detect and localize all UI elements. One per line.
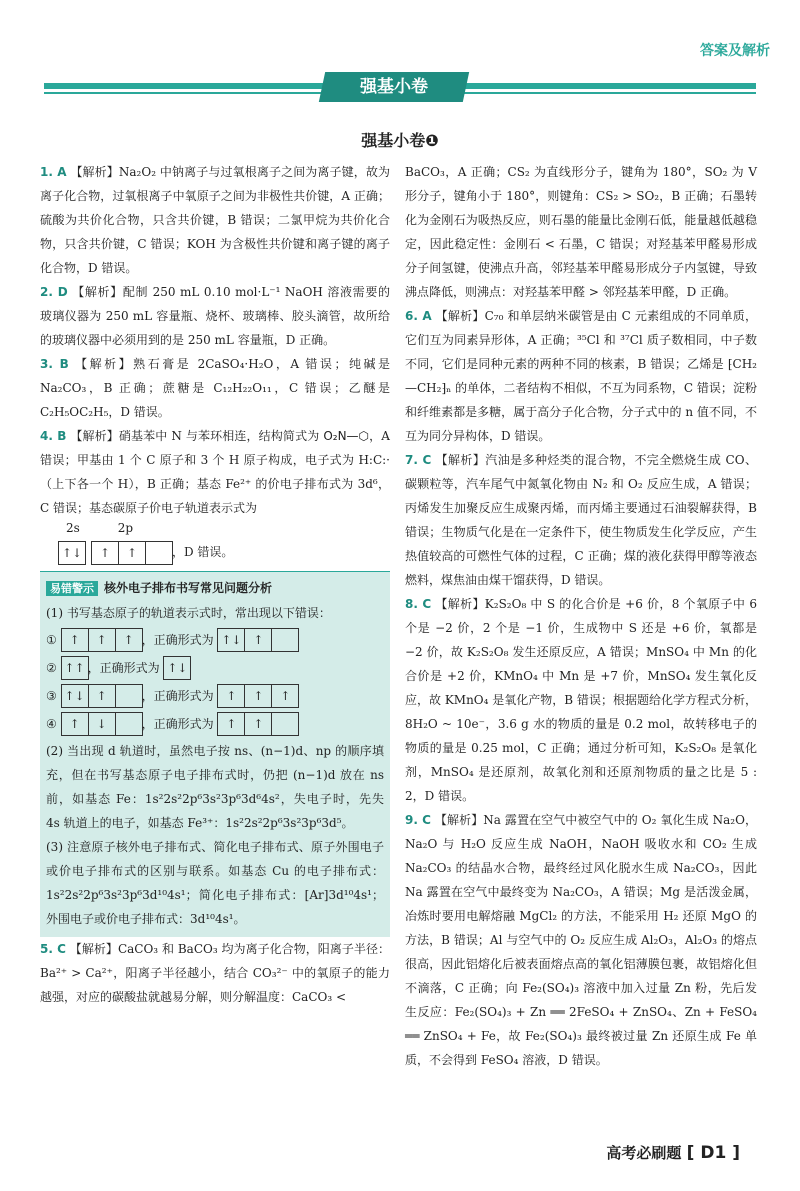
- tip-row-3: ③ ↑↓ ↑ ，正确形式为 ↑ ↑ ↑: [46, 683, 384, 709]
- answer-item-8: 8. C 【解析】K₂S₂O₈ 中 S 的化合价是 +6 价，8 个氧原子中 6 个是 −2 价，2 个是 −1 价，生成物中 S 还是 +6 价，氧都是 −2 价，故 K₂S₂O₈ 发生还原反应，A 错误；MnSO₄ 中 Mn 的化合价是 +2 价，KMnO₄ 中 Mn 是 +7 价，MnSO₄ 发生氧化反应，故 KMnO₄ 是氧化产物，B 错误；根据题给化学方程式分析，8H₂O ~ 10e⁻，3.6 g 水的物质的量是 0.2 mol，故转移电子的物质的量是 0.25 mol，C 正确；通过分析可知，K₂S₂O₈ 是氧化剂，MnSO₄ 是还原剂，故氧化剂和还原剂物质的量之比是 5 : 2，D 错误。: [405, 597, 757, 803]
- error-warning-box: 易错警示 核外电子排布书写常见问题分析 (1) 书写基态原子的轨道表示式时，常出现以下错误： ① ↑ ↑ ↑ ，正确形式为 ↑↓ ↑ ② ↑↑ ，正确形式为 ↑↓ ③ ↑↓ ↑ ，正确形式为 ↑ ↑ ↑ ④ ↑ ↓ ，正确形式为 ↑ ↑ (2) 当出现 d 轨道时，虽然电子按 ns、(n−1)d、np 的顺序填充，但在书写基态原子电子排布式时，仍把 (n−1)d 放在 ns 前，如基态 Fe：1s²2s²2p⁶3s²3p⁶3d⁶4s²，失电子时，先失 4s 轨道上的电子，如基态 Fe³⁺：1s²2s²2p⁶3s²3p⁶3d⁵。 (3) 注意原子核外电子排布式、简化电子排布式、原子外围电子或价电子排布式的区别与联系。如基态 Cu 的电子排布式：1s²2s²2p⁶3s²3p⁶3d¹⁰4s¹；简化电子排布式：[Ar]3d¹⁰4s¹；外围电子或价电子排布式：3d¹⁰4s¹。: [40, 571, 390, 937]
- answer-item-2: 2. D 【解析】配制 250 mL 0.10 mol·L⁻¹ NaOH 溶液需要的玻璃仪器为 250 mL 容量瓶、烧杯、玻璃棒、胶头滴管，故所给的玻璃仪器中必须用到的是 250 mL 容量瓶，D 正确。: [40, 285, 390, 347]
- page-number: [ D1 ]: [686, 1143, 740, 1163]
- nitrobenzene-structure: O₂N—⬡: [323, 429, 370, 443]
- page-title: 强基小卷❶: [361, 131, 439, 150]
- answer-item-6: 6. A 【解析】C₇₀ 和单层纳米碳管是由 C 元素组成的不同单质，它们互为同素异形体，A 正确；³⁵Cl 和 ³⁷Cl 质子数相同，中子数不同，它们是同种元素的两种不同的核素，B 错误；乙烯是 ⁅CH₂—CH₂⁆ₙ 的单体，二者结构不相似，不互为同系物，C 错误；淀粉和纤维素都是多糖，属于高分子化合物，分子式中的 n 值不同，不互为同分异构体，D 错误。: [405, 309, 757, 443]
- tip-row-1: ① ↑ ↑ ↑ ，正确形式为 ↑↓ ↑: [46, 627, 384, 653]
- orbital-diagram: ↑↓ ↑ ↑ ，D 错误。: [58, 540, 390, 565]
- tip-row-4: ④ ↑ ↓ ，正确形式为 ↑ ↑: [46, 711, 384, 737]
- section-label: 答案及解析: [700, 43, 770, 59]
- tip-row-2: ② ↑↑ ，正确形式为 ↑↓: [46, 655, 384, 681]
- answer-item-4: 4. B 【解析】硝基苯中 N 与苯环相连，结构简式为 O₂N—⬡，A 错误；甲基由 1 个 C 原子和 3 个 H 原子构成，电子式为 H:C:·（上下各一个 H），B 正确；基态 Fe²⁺ 的价电子排布式为 3d⁶，C 错误；基态碳原子价电子轨道表示式为 2s 2p ↑↓ ↑ ↑ ，D 错误。: [40, 424, 390, 565]
- right-column: [405, 160, 757, 1072]
- answer-item-5-cont: BaCO₃，A 正确；CS₂ 为直线形分子，键角为 180°，SO₂ 为 V 形分子，键角小于 180°，则键角：CS₂ > SO₂，B 正确；石墨转化为金刚石为吸热反应，则石墨的能量比金刚石低，能量越低越稳定，因此稳定性：金刚石 < 石墨，C 错误；对羟基苯甲醛易形成分子间氢键，使沸点升高，邻羟基苯甲醛易形成分子内氢键，导致沸点降低，则沸点：对羟基苯甲醛 > 邻羟基苯甲醛，D 正确。: [405, 165, 757, 299]
- answer-item-1: 1. A 【解析】Na₂O₂ 中钠离子与过氧根离子之间为离子键，故为离子化合物，过氧根离子中氧原子之间为非极性共价键，A 正确；硫酸为共价化合物，只含共价键，B 错误；二氯甲烷为共价化合物，只含共价键，C 错误；KOH 为含极性共价键和离子键的离子化合物，D 错误。: [40, 165, 390, 275]
- answer-item-7: 7. C 【解析】汽油是多种烃类的混合物，不完全燃烧生成 CO、碳颗粒等，汽车尾气中氮氧化物由 N₂ 和 O₂ 反应生成，A 错误；丙烯发生加聚反应生成聚丙烯，而丙烯主要通过石油裂解获得，B 错误；生物质气化是在一定条件下，使生物质发生化学反应，产生热值较高的可燃性气体的过程，C 正确；煤的液化获得甲醇等液态燃料，煤焦油由煤干馏获得，D 错误。: [405, 453, 757, 587]
- answer-item-5: 5. C 【解析】CaCO₃ 和 BaCO₃ 均为离子化合物，阳离子半径：Ba²⁺ > Ca²⁺，阳离子半径越小，结合 CO₃²⁻ 中的氧原子的能力越强，对应的碳酸盐就越易分解，则分解温度：CaCO₃ <: [40, 941, 390, 1004]
- orbital-labels: 2s 2p: [66, 521, 134, 535]
- left-column: [40, 160, 390, 1009]
- page-footer: 高考必刷题 [ D1 ]: [606, 1143, 740, 1163]
- banner: 强基小卷: [319, 72, 469, 102]
- answer-item-9: 9. C 【解析】Na 露置在空气中被空气中的 O₂ 氧化生成 Na₂O，Na₂O 与 H₂O 反应生成 NaOH，NaOH 吸收水和 CO₂ 生成 Na₂CO₃ 的结晶水合物，最终经过风化脱水生成 Na₂CO₃，因此 Na 露置在空气中最终变为 Na₂CO₃，A 错误；Mg 是活泼金属，冶炼时要用电解熔融 MgCl₂ 的方法，不能采用 H₂ 还原 MgO 的方法，B 错误；Al 与空气中的 O₂ 反应生成 Al₂O₃，Al₂O₃ 的熔点很高，因此铝熔化后被表面熔点高的氧化铝薄膜包裹，故铝熔化但不滴落，C 正确；向 Fe₂(SO₄)₃ 溶液中加入过量 Zn 粉，先后发生反应：Fe₂(SO₄)₃ + Zn ══ 2FeSO₄ + ZnSO₄、Zn + FeSO₄ ══ ZnSO₄ + Fe，故 Fe₂(SO₄)₃ 最终被过量 Zn 还原生成 Fe 单质，不会得到 FeSO₄ 溶液，D 错误。: [405, 813, 757, 1067]
- answer-item-3: 3. B 【解析】熟石膏是 2CaSO₄·H₂O，A 错误；纯碱是 Na₂CO₃，B 正确；蔗糖是 C₁₂H₂₂O₁₁，C 错误；乙醚是 C₂H₅OC₂H₅，D 错误。: [40, 357, 390, 419]
